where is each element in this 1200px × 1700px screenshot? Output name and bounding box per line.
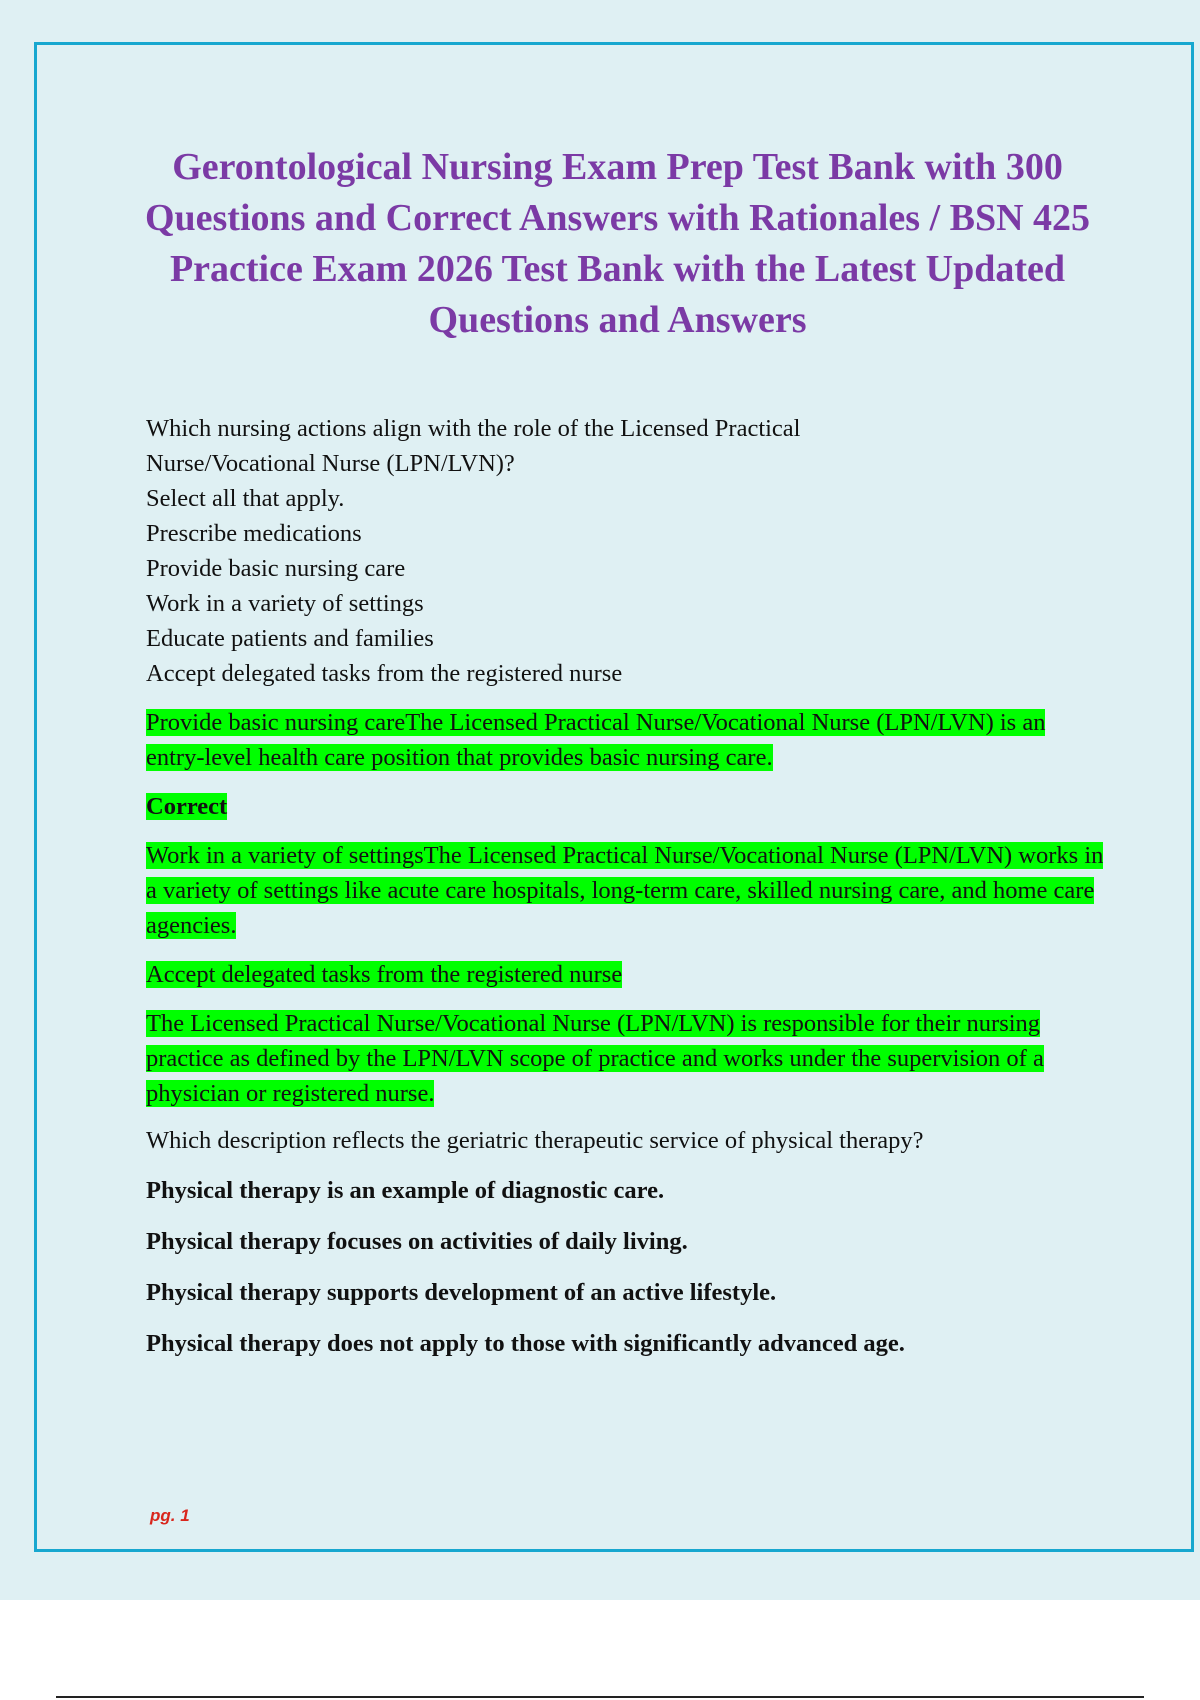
question-2-option: Physical therapy focuses on activities of daily living. — [146, 1228, 688, 1255]
document-title: Gerontological Nursing Exam Prep Test Bank with 300 Questions and Correct Answers with Rationales / BSN 425 Practice Exam 2026 Test Bank with the Latest Updated Questions and Answers — [144, 146, 1091, 341]
bottom-rule — [56, 1696, 1144, 1698]
question-1-line: Nurse/Vocational Nurse (LPN/LVN)? — [146, 450, 515, 477]
highlighted-answer-2: Work in a variety of settingsThe Licensed Practical Nurse/Vocational Nurse (LPN/LVN) works in a variety of settings like acute care hospitals, long-term care, skilled nursing care, and home care agencies. — [146, 842, 1104, 939]
question-2: Which description reflects the geriatric therapeutic service of physical therapy? — [146, 1127, 924, 1154]
rationale-3-block — [146, 1006, 1106, 1111]
page-number: pg. 1 — [150, 1506, 190, 1525]
question-1-option: Accept delegated tasks from the registered nurse — [146, 660, 623, 687]
question-1-option: Work in a variety of settings — [146, 590, 424, 617]
question-1-option: Educate patients and families — [146, 625, 434, 652]
highlighted-answer-1: Provide basic nursing careThe Licensed Practical Nurse/Vocational Nurse (LPN/LVN) is an entry-level health care position that provides basic nursing care. — [146, 709, 1046, 771]
question-2-option: Physical therapy does not apply to those with significantly advanced age. — [146, 1330, 905, 1357]
answer-2-block — [146, 838, 1106, 943]
document-body — [146, 411, 1106, 1362]
question-1-option: Prescribe medications — [146, 520, 362, 547]
answer-3-block — [146, 957, 1106, 992]
question-2-option: Physical therapy is an example of diagnostic care. — [146, 1177, 665, 1204]
correct-label: Correct — [146, 793, 228, 820]
answer-1-block — [146, 705, 1106, 775]
question-1 — [146, 411, 1106, 691]
question-1-option: Provide basic nursing care — [146, 555, 406, 582]
question-1-instruction: Select all that apply. — [146, 485, 345, 512]
question-2-option: Physical therapy supports development of an active lifestyle. — [146, 1279, 777, 1306]
correct-label-block — [146, 789, 1106, 824]
highlighted-answer-3: Accept delegated tasks from the registered nurse — [146, 961, 623, 988]
highlighted-rationale-3: The Licensed Practical Nurse/Vocational Nurse (LPN/LVN) is responsible for their nursing practice as defined by the LPN/LVN scope of practice and works under the supervision of a physician or registered nurse. — [146, 1010, 1044, 1107]
question-1-line: Which nursing actions align with the role of the Licensed Practical — [146, 415, 801, 442]
